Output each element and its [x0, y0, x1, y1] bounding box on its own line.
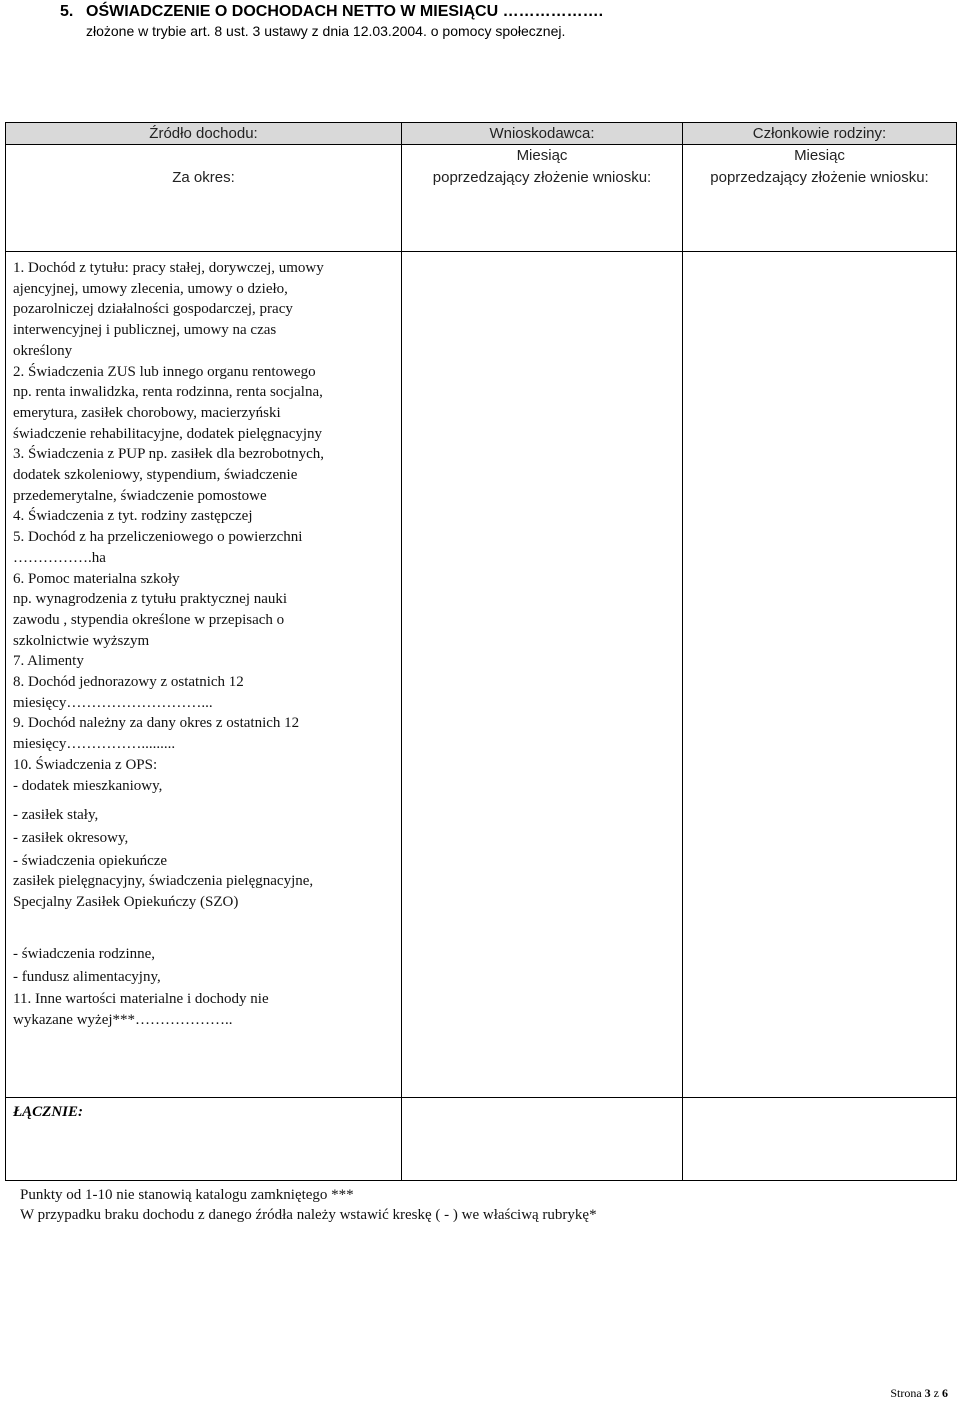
list-item: 8. Dochód jednorazowy z ostatnich 12	[13, 674, 244, 691]
list-item: emerytura, zasiłek chorobowy, macierzyński	[13, 404, 281, 421]
family-period[interactable]	[683, 145, 957, 252]
income-table	[5, 122, 957, 1181]
list-item: - świadczenia opiekuńcze	[13, 852, 168, 869]
list-item: - zasiłek stały,	[13, 807, 99, 824]
header-applicant: Wnioskodawca:	[402, 123, 683, 145]
total-pages: 6	[942, 1386, 948, 1400]
section-subtitle: złożone w trybie art. 8 ust. 3 ustawy z dnia 12.03.2004. o pomocy społecznej.	[86, 23, 566, 39]
section-title	[60, 2, 603, 22]
list-item: 2. Świadczenia ZUS lub innego organu rentowego	[13, 363, 316, 380]
list-item: - fundusz alimentacyjny,	[13, 968, 161, 985]
list-item: - świadczenia rodzinne,	[13, 945, 156, 962]
period-row	[6, 145, 957, 252]
page-of: z	[933, 1386, 939, 1400]
list-item: - zasiłek okresowy,	[13, 829, 129, 846]
form-heading	[60, 2, 603, 40]
page-label: Strona	[890, 1386, 922, 1400]
income-sources-list	[6, 252, 402, 1098]
list-item: - dodatek mieszkaniowy,	[13, 777, 163, 794]
period-label: Za okres:	[6, 145, 402, 252]
list-item: wykazane wyżej***………………..	[13, 1011, 233, 1028]
list-item: świadczenie rehabilitacyjne, dodatek pielęgnacyjny	[13, 425, 323, 442]
list-item: 9. Dochód należny za dany okres z ostatnich 12	[13, 715, 300, 732]
list-item: dodatek szkoleniowy, stypendium, świadczenie	[13, 467, 298, 484]
list-item: 5. Dochód z ha przeliczeniowego o powierzchni	[13, 529, 303, 546]
family-total-cell[interactable]	[683, 1097, 957, 1180]
total-label: ŁĄCZNIE:	[13, 1103, 84, 1120]
applicant-income-cell[interactable]	[402, 252, 683, 1098]
list-item: 11. Inne wartości materialne i dochody nie	[13, 991, 269, 1008]
applicant-period[interactable]	[402, 145, 683, 252]
list-item: 4. Świadczenia z tyt. rodziny zastępczej	[13, 508, 253, 525]
list-item: 10. Świadczenia z OPS:	[13, 756, 158, 773]
current-page: 3	[924, 1386, 931, 1400]
total-row	[6, 1097, 957, 1180]
list-item: 3. Świadczenia z PUP np. zasiłek dla bezrobotnych,	[13, 446, 325, 463]
list-item: miesięcy………………………...	[13, 694, 213, 711]
list-item: np. renta inwalidzka, renta rodzinna, renta socjalna,	[13, 384, 323, 401]
list-item: ajencyjnej, umowy zlecenia, umowy o dzieło,	[13, 280, 288, 297]
list-item: 6. Pomoc materialna szkoły	[13, 570, 180, 587]
applicant-period-line2: poprzedzający złożenie wniosku:	[432, 169, 652, 186]
family-period-line1: Miesiąc	[794, 147, 845, 164]
section-title-text: OŚWIADCZENIE O DOCHODACH NETTO W MIESIĄCU ……………….	[86, 3, 604, 20]
footnotes	[20, 1185, 597, 1225]
footnote-dash: W przypadku braku dochodu z danego źródła należy wstawić kreskę ( - ) we właściwą rubrykę*	[20, 1207, 597, 1223]
list-item: 7. Alimenty	[13, 653, 84, 670]
list-item: Specjalny Zasiłek Opiekuńczy (SZO)	[13, 894, 239, 911]
list-item: przedemerytalne, świadczenie pomostowe	[13, 487, 267, 504]
family-period-line2: poprzedzający złożenie wniosku:	[710, 169, 929, 186]
list-item: zawodu , stypendia określone w przepisach o	[13, 611, 285, 628]
list-item: pozarolniczej działalności gospodarczej, pracy	[13, 301, 293, 318]
section-number: 5.	[60, 3, 74, 20]
table-header-row	[6, 123, 957, 145]
applicant-period-line1: Miesiąc	[516, 147, 568, 164]
list-item: 1. Dochód z tytułu: pracy stałej, dorywczej, umowy	[13, 260, 324, 276]
footnote-catalog: Punkty od 1-10 nie stanowią katalogu zamkniętego ***	[20, 1187, 354, 1203]
list-item: …………….ha	[13, 549, 106, 566]
page-number	[890, 1386, 948, 1401]
list-item: interwencyjnej i publicznej, umowy na czas	[13, 322, 277, 339]
list-item: miesięcy…………….........	[13, 736, 176, 753]
list-item: szkolnictwie wyższym	[13, 632, 150, 649]
list-item: określony	[13, 342, 73, 359]
total-label-cell	[6, 1097, 402, 1180]
list-item: np. wynagrodzenia z tytułu praktycznej nauki	[13, 591, 288, 608]
income-sources-row	[6, 252, 957, 1098]
applicant-total-cell[interactable]	[402, 1097, 683, 1180]
header-income-source: Źródło dochodu:	[6, 123, 402, 145]
family-income-cell[interactable]	[683, 252, 957, 1098]
list-item: zasiłek pielęgnacyjny, świadczenia pielęgnacyjne,	[13, 873, 314, 890]
header-family-members: Członkowie rodziny:	[683, 123, 957, 145]
